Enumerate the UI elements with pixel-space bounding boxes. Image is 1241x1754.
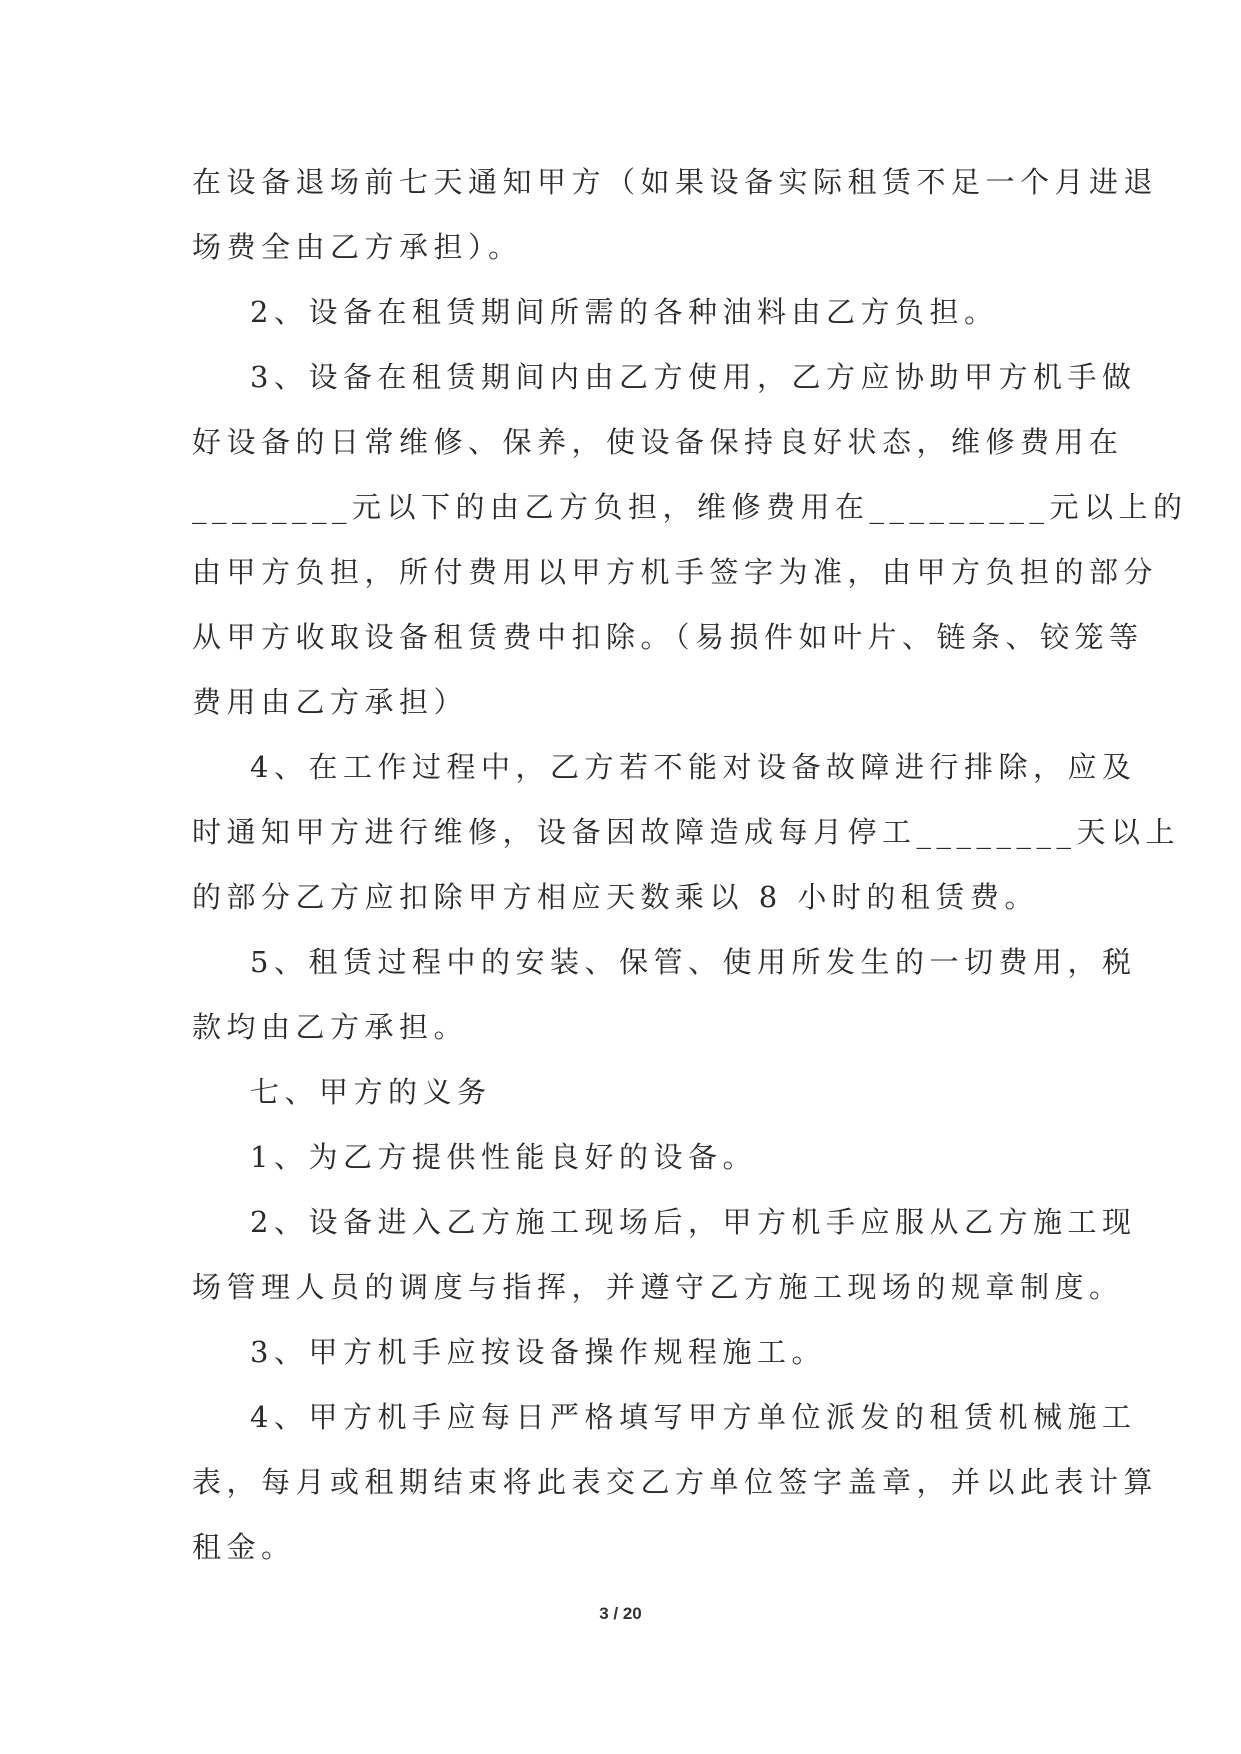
text-line: 的部分乙方应扣除甲方相应天数乘以 8 小时的租赁费。 [192, 880, 1039, 914]
text-line: 2、设备进入乙方施工现场后，甲方机手应服从乙方施工现 [250, 1205, 1137, 1239]
text-line: 3、设备在租赁期间内由乙方使用，乙方应协助甲方机手做 [250, 360, 1137, 394]
text-line: 好设备的日常维修、保养，使设备保持良好状态，维修费用在 [192, 425, 1124, 459]
text-line: 租金。 [192, 1530, 296, 1564]
section-heading: 七、甲方的义务 [250, 1075, 492, 1109]
text-line: 款均由乙方承担。 [192, 1010, 469, 1044]
text-line: 时通知甲方进行维修，设备因故障造成每月停工________天以上 [192, 815, 1181, 849]
body-text [192, 150, 1188, 1580]
text-line: 从甲方收取设备租赁费中扣除。（易损件如叶片、链条、铰笼等 [192, 620, 1144, 654]
text-line: 4、甲方机手应每日严格填写甲方单位派发的租赁机械施工 [250, 1400, 1137, 1434]
text-line: 在设备退场前七天通知甲方（如果设备实际租赁不足一个月进退 [192, 165, 1159, 199]
text-line: 费用由乙方承担） [192, 685, 469, 719]
text-line: 1、为乙方提供性能良好的设备。 [250, 1140, 757, 1174]
text-line: 2、设备在租赁期间所需的各种油料由乙方负担。 [250, 295, 999, 329]
text-line: 场管理人员的调度与指挥，并遵守乙方施工现场的规章制度。 [192, 1270, 1124, 1304]
text-line: 4、在工作过程中，乙方若不能对设备故障进行排除，应及 [250, 750, 1137, 784]
page-number: 3 / 20 [599, 1604, 642, 1623]
text-line: ________元以下的由乙方负担，维修费用在_________元以上的 [192, 490, 1188, 524]
text-line: 场费全由乙方承担）。 [192, 230, 523, 264]
text-line: 由甲方负担，所付费用以甲方机手签字为准，由甲方负担的部分 [192, 555, 1159, 589]
text-line: 3、甲方机手应按设备操作规程施工。 [250, 1335, 826, 1369]
text-line: 表，每月或租期结束将此表交乙方单位签字盖章，并以此表计算 [192, 1465, 1159, 1499]
text-line: 5、租赁过程中的安装、保管、使用所发生的一切费用，税 [250, 945, 1137, 979]
